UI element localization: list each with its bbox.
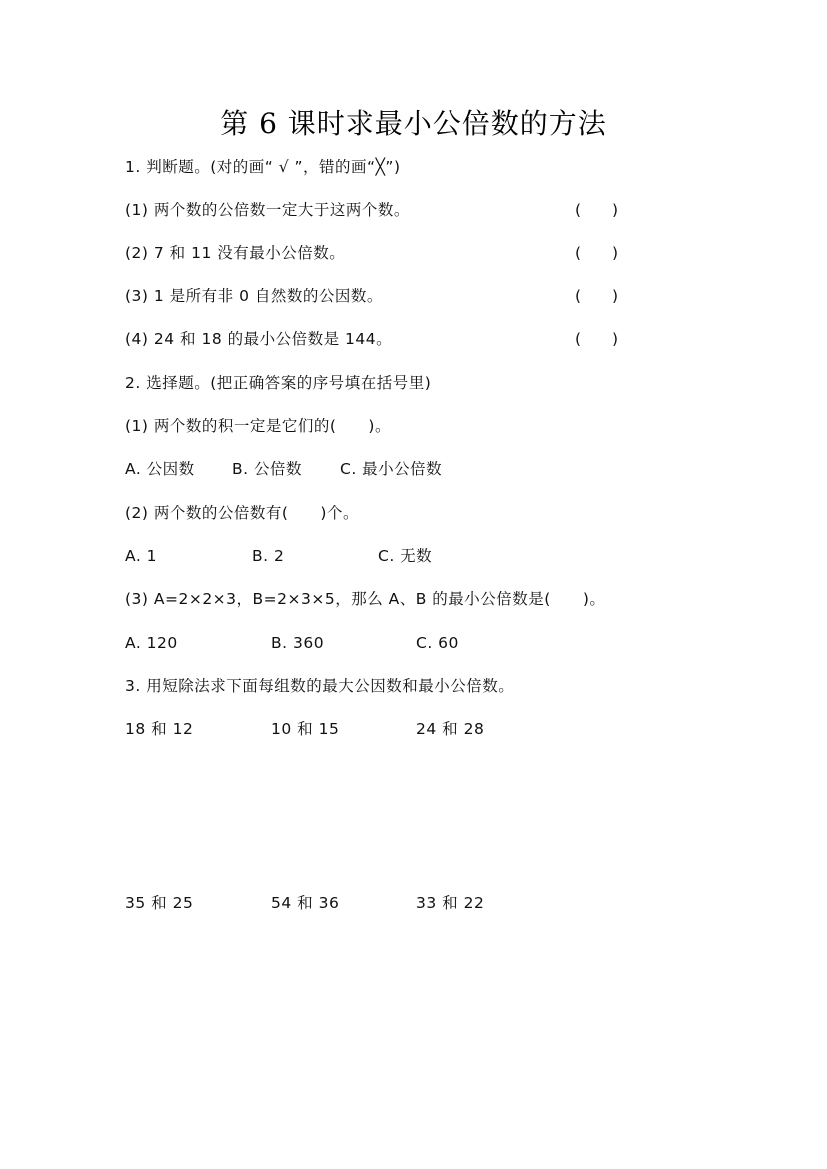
choice-1-option-a: A. 公因数 <box>125 460 195 478</box>
judge-answer-blank-2: ( ) <box>575 244 619 262</box>
choice-question-3: (3) A=2×2×3，B=2×3×5，那么 A、B 的最小公倍数是( )。 <box>125 590 606 608</box>
number-pair-2: 10 和 15 <box>271 720 340 738</box>
number-pair-4: 35 和 25 <box>125 894 194 912</box>
choice-3-option-a: A. 120 <box>125 634 178 652</box>
section1-heading: 1. 判断题。(对的画“ √ ”，错的画“╳”) <box>125 158 401 176</box>
section2-heading: 2. 选择题。(把正确答案的序号填在括号里) <box>125 374 432 392</box>
choice-1-option-c: C. 最小公倍数 <box>340 460 443 478</box>
number-pair-6: 33 和 22 <box>416 894 485 912</box>
choice-2-option-b: B. 2 <box>252 547 285 565</box>
judge-answer-blank-4: ( ) <box>575 330 619 348</box>
choice-2-option-c: C. 无数 <box>378 547 433 565</box>
judge-answer-blank-3: ( ) <box>575 287 619 305</box>
choice-1-option-b: B. 公倍数 <box>232 460 302 478</box>
choice-question-2: (2) 两个数的公倍数有( )个。 <box>125 504 359 522</box>
judge-item-3: (3) 1 是所有非 0 自然数的公因数。 <box>125 287 383 305</box>
choice-3-option-c: C. 60 <box>416 634 459 652</box>
choice-2-option-a: A. 1 <box>125 547 158 565</box>
judge-item-2: (2) 7 和 11 没有最小公倍数。 <box>125 244 346 262</box>
choice-question-1: (1) 两个数的积一定是它们的( )。 <box>125 417 391 435</box>
judge-answer-blank-1: ( ) <box>575 201 619 219</box>
number-pair-3: 24 和 28 <box>416 720 485 738</box>
choice-3-option-b: B. 360 <box>271 634 325 652</box>
judge-item-4: (4) 24 和 18 的最小公倍数是 144。 <box>125 330 393 348</box>
page-title: 第 6 课时求最小公倍数的方法 <box>220 107 607 140</box>
section3-heading: 3. 用短除法求下面每组数的最大公因数和最小公倍数。 <box>125 677 515 695</box>
judge-item-1: (1) 两个数的公倍数一定大于这两个数。 <box>125 201 410 219</box>
number-pair-1: 18 和 12 <box>125 720 194 738</box>
number-pair-5: 54 和 36 <box>271 894 340 912</box>
